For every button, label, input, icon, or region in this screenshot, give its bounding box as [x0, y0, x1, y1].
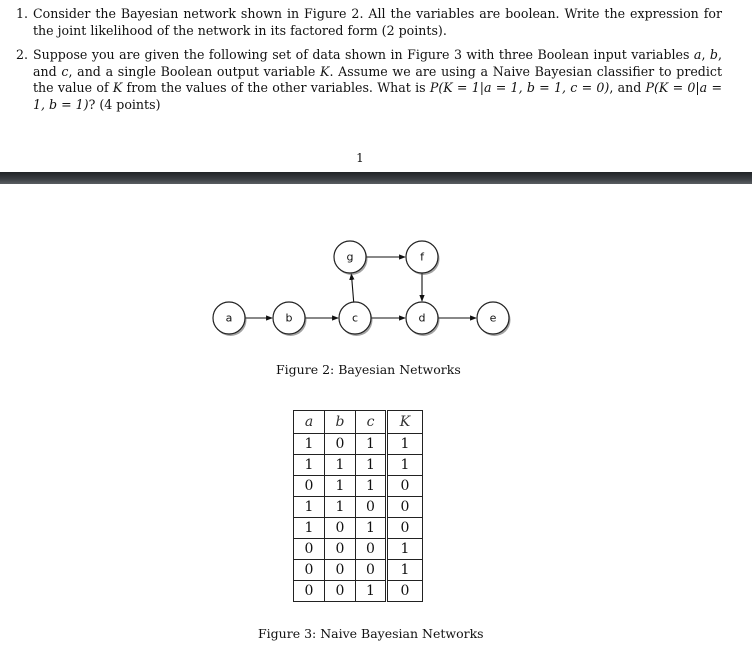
- table-cell: 1: [356, 581, 387, 602]
- question-number: 1.: [16, 6, 29, 21]
- table-cell: 1: [387, 434, 423, 455]
- table-cell: 1: [387, 455, 423, 476]
- node-label: e: [489, 311, 497, 325]
- node-d: [406, 302, 440, 336]
- table-cell: 1: [294, 434, 325, 455]
- question-text-part: from the values of the other variables. What is: [122, 80, 430, 95]
- probability-expression: P(K = 0|a = 1, b = 1): [33, 80, 723, 112]
- table-cell: 1: [356, 455, 387, 476]
- table-row: [294, 476, 423, 497]
- node-e: [477, 302, 511, 336]
- figure-3-caption: Figure 3: Naive Bayesian Networks: [258, 626, 484, 641]
- table-cell: 1: [325, 455, 356, 476]
- table-cell: 0: [387, 581, 423, 602]
- node-g: [334, 241, 368, 275]
- node-b: [273, 302, 307, 336]
- table-cell: 0: [356, 497, 387, 518]
- question-text-part: , and: [33, 47, 722, 79]
- question-2: [16, 47, 722, 113]
- table-cell: 0: [294, 581, 325, 602]
- node-c: [339, 302, 373, 336]
- table-row: [294, 497, 423, 518]
- question-list: [16, 6, 722, 121]
- table-cell: 1: [294, 455, 325, 476]
- var-b: b: [709, 47, 718, 62]
- naive-bayes-table: [293, 410, 423, 602]
- table-cell: 0: [325, 539, 356, 560]
- var-c: c: [61, 63, 69, 79]
- bayesian-network-diagram: [0, 184, 752, 364]
- table-cell: 0: [325, 560, 356, 581]
- table-cell: 0: [356, 560, 387, 581]
- node-label: f: [420, 250, 424, 264]
- question-number: 2.: [16, 47, 29, 62]
- figure-2-caption: Figure 2: Bayesian Networks: [276, 362, 461, 377]
- table-cell: 1: [294, 497, 325, 518]
- node-label: g: [346, 250, 354, 264]
- table-cell: 0: [387, 497, 423, 518]
- question-text-part: ,: [701, 47, 710, 62]
- table-cell: 0: [325, 518, 356, 539]
- question-text-part: . Assume we are using a Naive Bayesian classifier to predict the value of: [33, 63, 723, 95]
- table-cell: 0: [325, 581, 356, 602]
- question-text-part: , and a single Boolean output variable: [68, 63, 321, 79]
- table-cell: 1: [325, 497, 356, 518]
- table-cell: 1: [325, 476, 356, 497]
- var-k: K: [112, 80, 123, 95]
- table-row: [294, 434, 423, 455]
- question-text: Consider the Bayesian network shown in Figure 2. All the variables are boolean. Write the expression for the joint likelihood of the network in its factored form (2 points).: [33, 6, 722, 38]
- table-cell: 1: [356, 434, 387, 455]
- page-separator: [0, 172, 752, 184]
- node-label: a: [225, 311, 233, 325]
- node-label: c: [351, 311, 359, 325]
- table-cell: 0: [356, 539, 387, 560]
- table-cell: 0: [294, 560, 325, 581]
- column-header-b: b: [325, 411, 356, 434]
- node-a: [213, 302, 247, 336]
- table-row: [294, 581, 423, 602]
- table-cell: 0: [387, 518, 423, 539]
- table-cell: 1: [356, 476, 387, 497]
- question-text-part: ? (4 points): [88, 96, 161, 112]
- table-header-row: [294, 411, 423, 434]
- table-cell: 0: [294, 476, 325, 497]
- table-cell: 1: [387, 560, 423, 581]
- probability-expression: P(K = 1|a = 1, b = 1, c = 0): [429, 80, 610, 95]
- table-cell: 0: [294, 539, 325, 560]
- node-f: [406, 241, 440, 275]
- table-row: [294, 539, 423, 560]
- column-header-k: K: [387, 411, 423, 434]
- page-1: [0, 0, 752, 172]
- column-header-a: a: [294, 411, 325, 434]
- question-text-part: Suppose you are given the following set of data shown in Figure 3 with three Boolean input variables: [33, 47, 694, 62]
- table-cell: 1: [356, 518, 387, 539]
- var-k: K: [320, 63, 330, 79]
- column-header-c: c: [356, 411, 387, 434]
- node-label: b: [285, 311, 293, 325]
- table-cell: 1: [387, 539, 423, 560]
- question-text-part: , and: [609, 80, 646, 95]
- table-row: [294, 518, 423, 539]
- node-label: d: [418, 311, 426, 325]
- var-a: a: [693, 47, 702, 62]
- table-cell: 1: [294, 518, 325, 539]
- table-cell: 0: [325, 434, 356, 455]
- page-number: 1: [356, 151, 364, 165]
- table-row: [294, 455, 423, 476]
- table-row: [294, 560, 423, 581]
- edge-c-to-g: [351, 274, 353, 302]
- table-cell: 0: [387, 476, 423, 497]
- question-1: [16, 6, 722, 39]
